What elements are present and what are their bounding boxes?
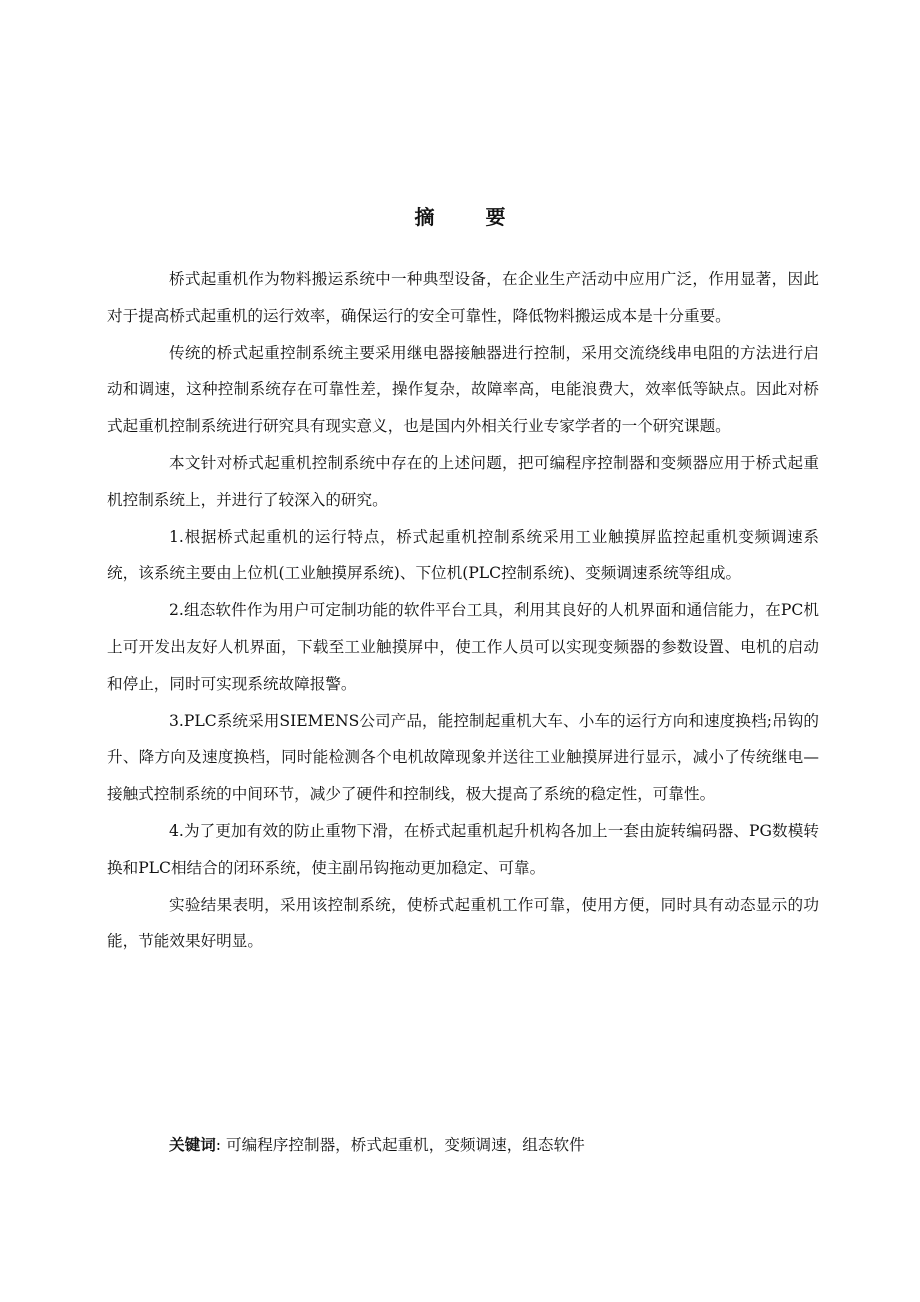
abstract-paragraph: 3.PLC系统采用SIEMENS公司产品，能控制起重机大车、小车的运行方向和速度换档;吊钩的升、降方向及速度换档，同时能检测各个电机故障现象并送往工业触摸屏进行显示，减小了传统继电—接触式控制系统的中间环节，减少了硬件和控制线，极大提高了系统的稳定性，可靠性。 [107, 711, 819, 804]
abstract-paragraph: 1.根据桥式起重机的运行特点，桥式起重机控制系统采用工业触摸屏监控起重机变频调速系统，该系统主要由上位机(工业触摸屏系统)、下位机(PLC控制系统)、变频调速系统等组成。 [107, 527, 819, 583]
keywords-text: 可编程序控制器，桥式起重机，变频调速，组态软件 [226, 1136, 585, 1154]
abstract-paragraph: 传统的桥式起重控制系统主要采用继电器接触器进行控制，采用交流绕线串电阻的方法进行启动和调速，这种控制系统存在可靠性差，操作复杂，故障率高，电能浪费大，效率低等缺点。因此对桥式起重机控制系统进行研究具有现实意义，也是国内外相关行业专家学者的一个研究课题。 [107, 343, 819, 436]
abstract-paragraph: 本文针对桥式起重机控制系统中存在的上述问题，把可编程序控制器和变频器应用于桥式起重机控制系统上，并进行了较深入的研究。 [107, 453, 819, 509]
abstract-paragraph: 2.组态软件作为用户可定制功能的软件平台工具，利用其良好的人机界面和通信能力，在PC机上可开发出友好人机界面，下载至工业触摸屏中，使工作人员可以实现变频器的参数设置、电机的启动和停止，同时可实现系统故障报警。 [107, 601, 819, 693]
abstract-title: 摘 要 [414, 205, 528, 229]
abstract-paragraph: 桥式起重机作为物料搬运系统中一种典型设备，在企业生产活动中应用广泛，作用显著，因此对于提高桥式起重机的运行效率，确保运行的安全可靠性，降低物料搬运成本是十分重要。 [107, 270, 819, 325]
abstract-paragraph: 实验结果表明，采用该控制系统，使桥式起重机工作可靠，使用方便，同时具有动态显示的功能，节能效果好明显。 [107, 895, 819, 951]
keywords-separator: : [215, 1136, 227, 1154]
abstract-body [107, 261, 819, 960]
keywords-label: 关键词 [169, 1136, 216, 1154]
abstract-paragraph: 4.为了更加有效的防止重物下滑，在桥式起重机起升机构各加上一套由旋转编码器、PG数模转换和PLC相结合的闭环系统，使主副吊钩拖动更加稳定、可靠。 [107, 821, 819, 877]
keywords-line [169, 1127, 819, 1163]
